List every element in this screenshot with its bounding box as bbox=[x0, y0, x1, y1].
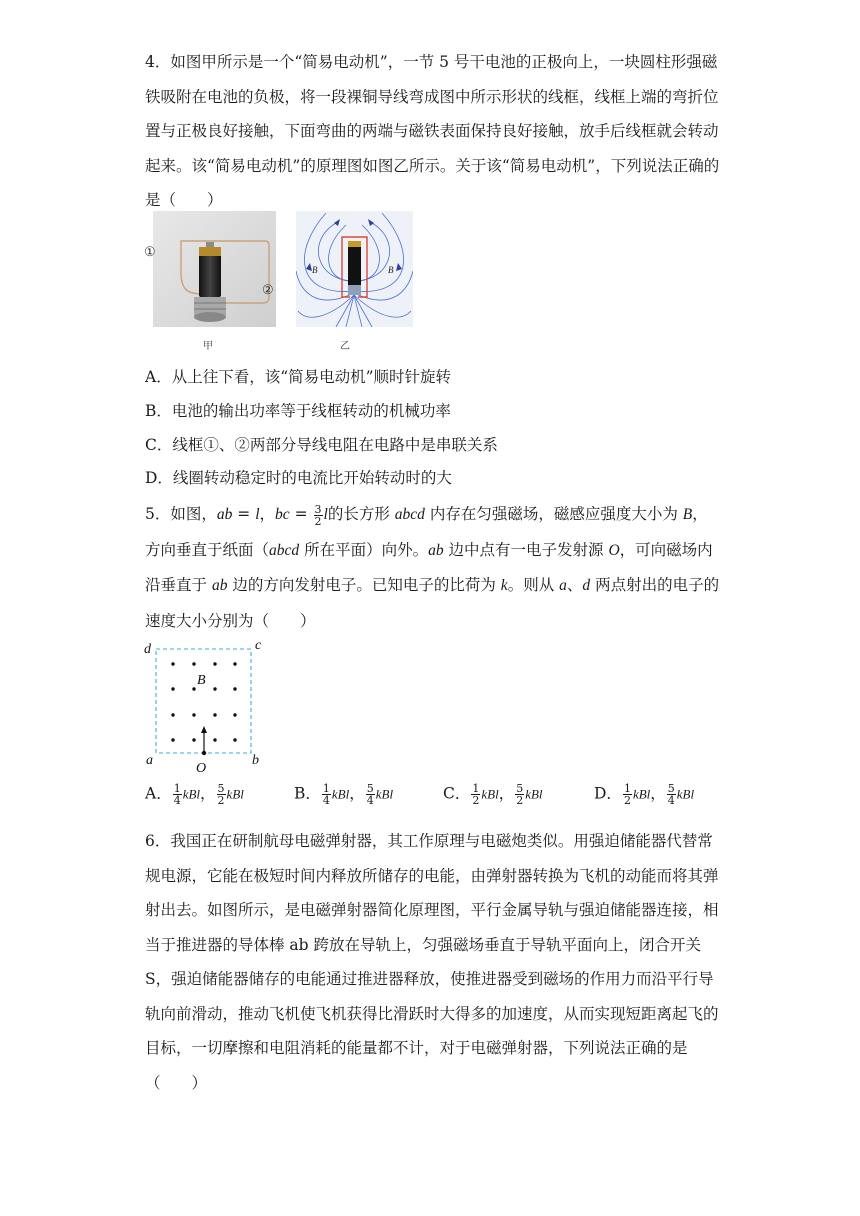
magnetic-field-rectangle-diagram bbox=[142, 637, 268, 775]
question-4-stem: 4．如图甲所示是一个“简易电动机”，一节 5 号干电池的正极向上，一块圆柱形强磁铁吸附在电池的负极，将一段裸铜导线弯成图中所示形状的线框，线框上端的弯折位置与正极良好接触，下面弯曲的两端与磁铁表面保持良好接触，放手后线框就会转动起来。该“简易电动机”的原理图如图乙所示。关于该“简易电动机”，下列说法正确的是（ ） bbox=[145, 53, 720, 209]
q5-option-b: B． $\frac{1}{4}$ kBl， $\frac{5}{4}$ kBl bbox=[294, 782, 394, 807]
wire-mark-2: ② bbox=[262, 283, 274, 298]
field-label-left: B bbox=[312, 265, 318, 275]
figure-jia-caption: 甲 bbox=[203, 341, 213, 352]
figure-yi-caption: 乙 bbox=[340, 341, 350, 352]
corner-a: a bbox=[146, 753, 153, 768]
question-5-stem: 5．如图，ab = l，bc = $\frac{3}{2}$ l的长方形 abcd 内存在匀强磁场，磁感应强度大小为 B，方向垂直于纸面（abcd 所在平面）向外。ab 边中点有一电子发射源 O，可向磁场内沿垂直于 ab 边的方向发射电子。已知电子的比荷为 k。则从 a、d 两点射出的电子的速度大小分别为（ ） bbox=[145, 502, 720, 630]
velocity-arrow bbox=[201, 726, 207, 733]
question-6-stem: 6．我国正在研制航母电磁弹射器，其工作原理与电磁炮类似。用强迫储能器代替常规电源，它能在极短时间内释放所储存的电能，由弹射器转换为飞机的动能而将其弹射出去。如图所示，是电磁弹射器简化原理图，平行金属导轨与强迫储能器连接，相当于推进器的导体棒 ab 跨放在导轨上，匀强磁场垂直于导轨平面向上，闭合开关 S，强迫储能器储存的电能通过推进器释放，使推进器受到磁场的作用力而沿平行导轨向前滑动，推动飞机使飞机获得比滑跃时大得多的加速度，从而实现短距离起飞的目标，一切摩擦和电阻消耗的能量都不计，对于电磁弹射器，下列说法正确的是（ ） bbox=[145, 832, 719, 1092]
wire-mark-1: ① bbox=[144, 245, 156, 260]
q4-option-d: D．线圈转动稳定时的电流比开始转动时的大 bbox=[145, 469, 452, 487]
field-label-right: B bbox=[388, 265, 394, 275]
simple-motor-photo bbox=[153, 211, 276, 327]
q5-option-c: C． $\frac{1}{2}$ kBl， $\frac{5}{2}$ kBl bbox=[443, 782, 543, 807]
q4-option-c: C．线框①、②两部分导线电阻在电路中是串联关系 bbox=[145, 436, 498, 454]
corner-d: d bbox=[144, 642, 151, 657]
corner-c: c bbox=[255, 638, 262, 653]
motor-field-diagram bbox=[296, 211, 413, 327]
source-O: O bbox=[196, 761, 207, 775]
field-label-B: B bbox=[197, 673, 206, 688]
fraction-three-halves: $\frac{3}{2}$ bbox=[314, 502, 322, 528]
corner-b: b bbox=[252, 753, 259, 768]
q4-option-a: A．从上往下看，该“简易电动机”顺时针旋转 bbox=[145, 368, 452, 386]
q5-option-a: A． $\frac{1}{4}$ kBl， $\frac{5}{2}$ kBl bbox=[145, 782, 244, 807]
q5-option-d: D． $\frac{1}{2}$ kBl， $\frac{5}{4}$ kBl bbox=[594, 782, 695, 807]
q4-option-b: B．电池的输出功率等于线框转动的机械功率 bbox=[145, 402, 451, 420]
